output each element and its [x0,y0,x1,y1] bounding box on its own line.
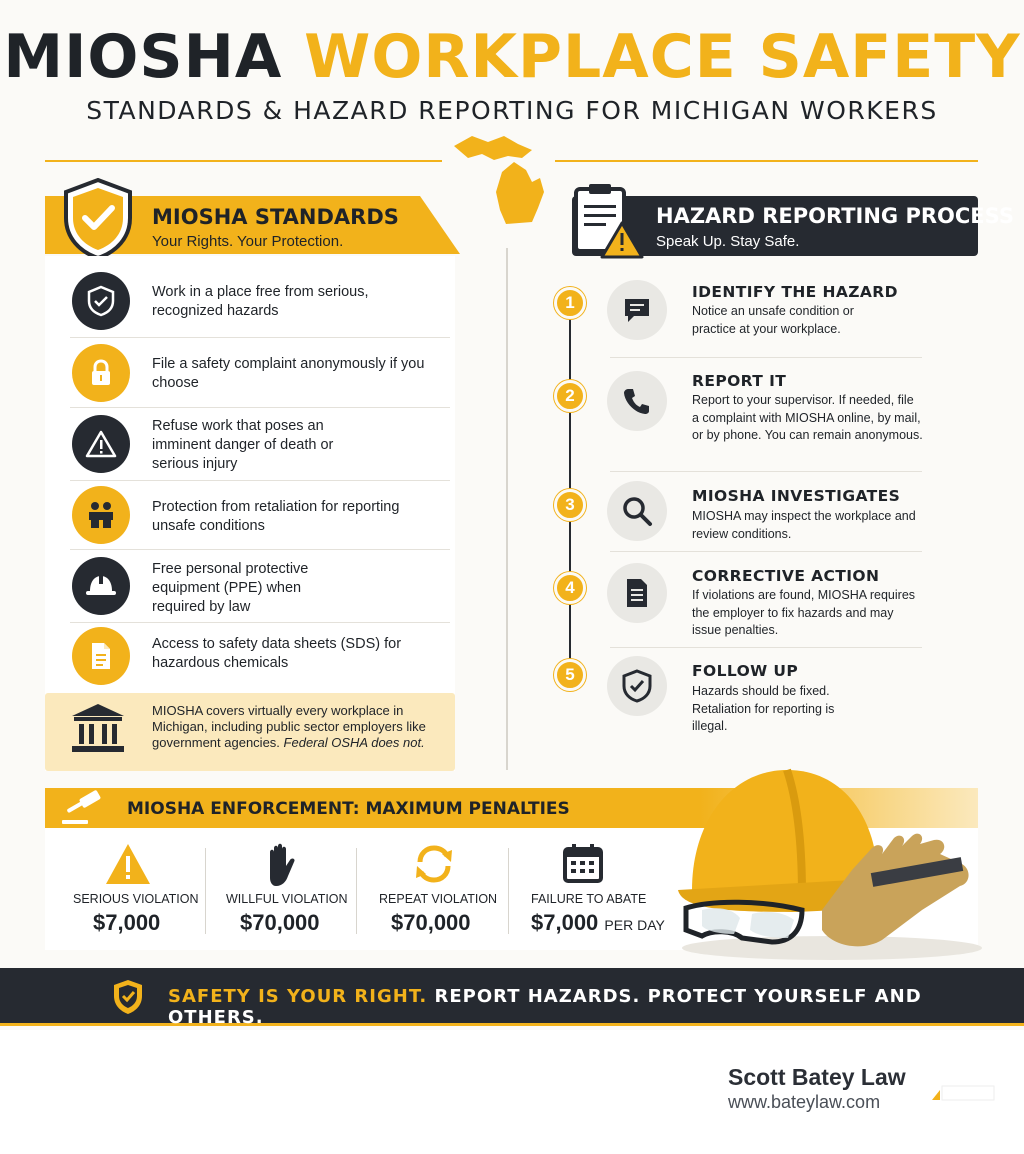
lock-icon [72,344,130,402]
shield-check-icon [62,178,134,260]
calendar-icon [562,842,604,884]
step-title: MIOSHA INVESTIGATES [692,487,901,505]
standard-item-text: Refuse work that poses an imminent danger of death or serious injury [152,418,334,472]
people-icon [72,486,130,544]
divider [610,357,922,358]
title-rule-right [555,160,978,162]
repeat-icon [412,842,456,886]
step-title: REPORT IT [692,372,787,390]
step-number: 5 [554,659,586,691]
reporting-subtitle: Speak Up. Stay Safe. [656,233,800,250]
hand-icon [262,842,302,888]
divider [70,480,450,481]
title-rule-left [45,160,442,162]
step-number: 2 [554,380,586,412]
divider [70,337,450,338]
standard-item-text: Protection from retaliation for reporting unsafe conditions [152,499,400,534]
penalty-amount [531,910,665,936]
step-description: Notice an unsafe condition or practice at your workplace. [692,304,854,336]
clipboard-warning-icon [572,183,644,259]
footer-slogan-rest: REPORT HAZARDS. PROTECT YOURSELF AND OTHERS. [168,986,922,1028]
phone-icon [607,371,667,431]
footer-slogan [168,986,1024,1028]
step-number: 4 [554,572,586,604]
coverage-note-italic: Federal OSHA does not. [283,735,425,750]
reporting-title: HAZARD REPORTING PROCESS [656,204,1014,228]
divider [205,848,206,934]
brand-name: Scott Batey Law [728,1064,906,1090]
standards-subtitle: Your Rights. Your Protection. [152,233,344,250]
title-part-1: MIOSHA [3,22,283,92]
penalty-amount: $70,000 [240,910,320,935]
divider [508,848,509,934]
standard-item-text: Free personal protective equipment (PPE) when required by law [152,561,309,615]
document-icon [72,627,130,685]
page-title [0,22,1024,92]
coverage-note-main: MIOSHA covers virtually every workplace in Michigan, including public sector employers like government agencies. [152,703,426,750]
michigan-map-icon [452,130,562,230]
government-building-icon [70,702,126,754]
penalty-amount: $70,000 [391,910,471,935]
search-icon [607,481,667,541]
divider [70,622,450,623]
warning-icon [104,842,152,886]
standard-item-text: File a safety complaint anonymously if you choose [152,356,425,391]
step-title: CORRECTIVE ACTION [692,567,880,585]
warning-icon [72,415,130,473]
standard-item-text: Access to safety data sheets (SDS) for hazardous chemicals [152,636,402,671]
chat-icon [607,280,667,340]
penalty-label: SERIOUS VIOLATION [73,892,199,906]
watermark-logo [930,1084,996,1102]
coverage-note-text [152,703,442,751]
standard-item-text: Work in a place free from serious, recognized hazards [152,284,369,319]
step-number: 1 [554,287,586,319]
hard-hat-icon [72,557,130,615]
divider [610,551,922,552]
page-subtitle: STANDARDS & HAZARD REPORTING FOR MICHIGAN WORKERS [86,96,938,125]
shield-check-icon [111,978,145,1016]
divider [356,848,357,934]
title-part-2: WORKPLACE SAFETY [304,22,1021,92]
penalty-amount-suffix: PER DAY [604,917,665,933]
step-number: 3 [554,489,586,521]
divider [610,647,922,648]
brand-url[interactable]: www.bateylaw.com [728,1092,881,1112]
penalty-label: WILLFUL VIOLATION [226,892,348,906]
standards-title: MIOSHA STANDARDS [152,205,399,229]
divider [70,407,450,408]
penalty-amount: $7,000 [93,910,161,935]
footer-slogan-highlight: SAFETY IS YOUR RIGHT. [168,986,428,1007]
enforcement-title: MIOSHA ENFORCEMENT: MAXIMUM PENALTIES [127,799,570,819]
divider [610,471,922,472]
shield-check-icon [72,272,130,330]
step-title: IDENTIFY THE HAZARD [692,283,898,301]
column-divider [506,248,508,770]
document-icon [607,563,667,623]
safety-gear-illustration [672,760,992,965]
gavel-icon [58,790,114,826]
step-description: Hazards should be fixed. Retaliation for reporting is illegal. [692,684,835,733]
step-title: FOLLOW UP [692,662,799,680]
step-description: If violations are found, MIOSHA requires the employer to fix hazards and may issue penalties. [692,588,916,637]
step-description: Report to your supervisor. If needed, file a complaint with MIOSHA online, by mail, or by phone. You can remain anonymous. [692,393,923,442]
penalty-label: FAILURE TO ABATE [531,892,647,906]
divider [70,549,450,550]
penalty-amount-value: $7,000 [531,910,599,935]
penalty-label: REPEAT VIOLATION [379,892,498,906]
shield-check-icon [607,656,667,716]
step-description: MIOSHA may inspect the workplace and review conditions. [692,509,916,541]
